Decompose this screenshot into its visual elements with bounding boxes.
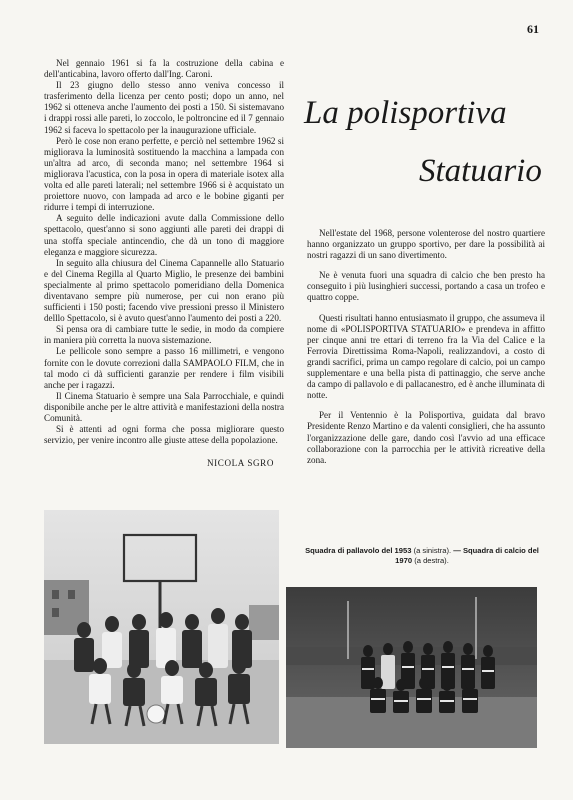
paragraph: Si è attenti ad ogni forma che possa migliorare questo servizio, per venire incontro alle giuste attese della popolazione. bbox=[44, 424, 284, 446]
page-number: 61 bbox=[527, 22, 539, 36]
paragraph: Si pensa ora di cambiare tutte le sedie, in modo da compiere in maniera più corretta la nuova sistemazione. bbox=[44, 324, 284, 346]
article-title-line-1: La polisportiva bbox=[304, 95, 507, 131]
paragraph: A seguito delle indicazioni avute dalla Commissione dello spettacolo, quest'anno si sono aggiunti alle pareti dei drappi di una stoffa speciale antincendio, che dà un tono di maggiore eleganza e maggiore sicurezza. bbox=[44, 213, 284, 257]
polisportiva-article-column bbox=[307, 228, 545, 475]
caption-right-note: (a destra). bbox=[414, 556, 449, 565]
paragraph: In seguito alla chiusura del Cinema Capannelle allo Statuario e del Cinema Regilla al Quarto Miglio, le presenze dei bambini specialmente al primo spettacolo pomeridiano della Domenica diventavano sempre più numerose, per cui non erano più sufficienti i 150 posti; facendo vive pressioni presso il Ministero delllo Spettacolo, si è avuto quest'anno l'aumento dei posti a 220. bbox=[44, 257, 284, 324]
volleyball-team-photo bbox=[44, 510, 279, 744]
paragraph: Nell'estate del 1968, persone volenterose del nostro quartiere hanno organizzato un gruppo sportivo, per dare la possibilità ai nostri ragazzi di un sano divertimento. bbox=[307, 228, 545, 261]
paragraph: Il 23 giugno dello stesso anno veniva concesso il trasferimento della licenza per cento posti; dopo un anno, nel 1962 si otteneva anche l'aumento dei posti a 150. Si sistemavano i drappi rossi alle pareti, lo zoccolo, le poltroncine ed il 7 gennaio 1962 si faceva lo spettacolo per la inaugurazione ufficiale. bbox=[44, 80, 284, 135]
paragraph: Però le cose non erano perfette, e perciò nel settembre 1962 si migliorava la luminosità sostituendo la macchina a lampada con un'altra ad arco, di seconda mano; nel settembre 1964 si migliorava l'acustica, con la posa in opera di materiale isotex alla volta ed alle pareti laterali; nel settembre 1966 si è acquistato un proiettore nuovo, con lampada ad arco e le bobine giganti per ridurre i tempi di interruzione. bbox=[44, 135, 284, 213]
cinema-article-column bbox=[44, 58, 284, 469]
article-title-line-2: Statuario bbox=[419, 153, 542, 189]
caption-football: — Squadra di calcio del 1970 bbox=[395, 546, 539, 565]
football-team-photo bbox=[286, 587, 537, 748]
photo-caption bbox=[303, 546, 541, 566]
caption-left-note: (a sinistra). bbox=[413, 546, 452, 555]
paragraph: Per il Ventennio è la Polisportiva, guidata dal bravo Presidente Renzo Martino e da valenti consiglieri, che ha assunto l'organizzazione delle gare, dando così l'avvio ad una efficace collaborazione con la parrocchia per le attività ricreative della zona. bbox=[307, 410, 545, 465]
author-signature: NICOLA SGRO bbox=[207, 458, 274, 469]
paragraph: Nel gennaio 1961 si fa la costruzione della cabina e dell'anticabina, lavoro offerto dall'Ing. Caroni. bbox=[44, 58, 284, 80]
paragraph: Il Cinema Statuario è sempre una Sala Parrocchiale, e quindi disponibile anche per le altre attività e manifestazioni della nostra Comunità. bbox=[44, 390, 284, 423]
paragraph: Questi risultati hanno entusiasmato il gruppo, che assumeva il nome di «POLISPORTIVA STATUARIO» e prendeva in affitto per cinque anni tre ettari di terreno fra la Via del Calice e la Ferrovia Direttissima Roma-Napoli, realizzandovi, a costo di grandi sacrifici, prima un campo regolare di calcio, poi un campo supplementare e una bella pista di pattinaggio, che serve anche da campo di pallavolo e di pallacanestro, ed è anche illuminata di notte. bbox=[307, 312, 545, 401]
caption-volleyball: Squadra di pallavolo del 1953 bbox=[305, 546, 412, 555]
paragraph: Ne è venuta fuori una squadra di calcio che ben presto ha conseguito i più lusinghieri successi, portando a casa un trofeo e quattro coppe. bbox=[307, 270, 545, 303]
paragraph: Le pellicole sono sempre a passo 16 millimetri, e vengono fornite con le dovute correzioni dalla SAMPAOLO FILM, che in tal modo ci dà sufficienti garanzie per rendere i film visibili anche per i ragazzi. bbox=[44, 346, 284, 390]
